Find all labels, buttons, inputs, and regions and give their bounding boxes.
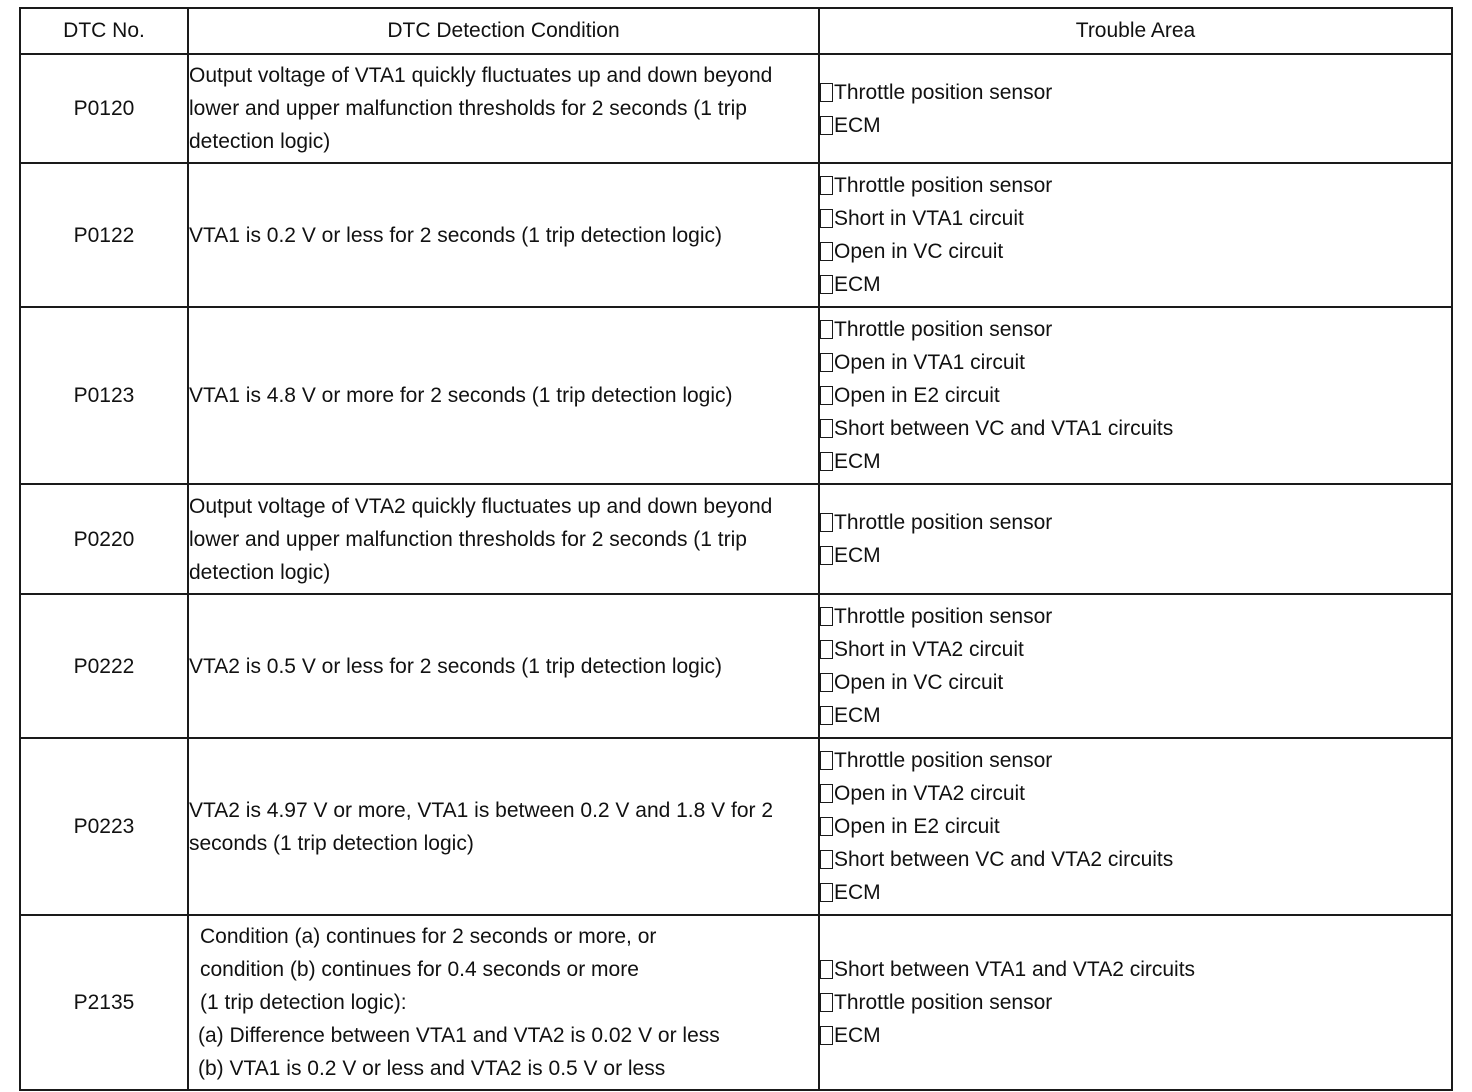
trouble-area-item: ECM <box>820 539 1451 572</box>
trouble-area-item: Throttle position sensor <box>820 313 1451 346</box>
trouble-area <box>819 484 1452 594</box>
checkbox-icon <box>820 784 833 803</box>
trouble-area-item: Open in E2 circuit <box>820 810 1451 843</box>
checkbox-icon <box>820 209 833 228</box>
checkbox-icon <box>820 640 833 659</box>
checkbox-icon <box>820 546 833 565</box>
condition-line: condition (b) continues for 0.4 seconds or more <box>200 958 639 981</box>
detection-condition <box>188 307 819 484</box>
trouble-area <box>819 54 1452 163</box>
condition-line: VTA1 is 4.8 V or more for 2 seconds (1 trip detection logic) <box>189 384 733 407</box>
trouble-area-item: Short between VC and VTA2 circuits <box>820 843 1451 876</box>
condition-line: Output voltage of VTA1 quickly fluctuates up and down beyond <box>189 64 773 87</box>
table-row <box>20 484 1452 594</box>
trouble-area-item: Open in VC circuit <box>820 666 1451 699</box>
trouble-area-item: Throttle position sensor <box>820 169 1451 202</box>
checkbox-icon <box>820 242 833 261</box>
trouble-area-item: ECM <box>820 109 1451 142</box>
trouble-area-item: Throttle position sensor <box>820 600 1451 633</box>
dtc-code: P0222 <box>20 594 188 738</box>
checkbox-icon <box>820 706 833 725</box>
condition-line: lower and upper malfunction thresholds for 2 seconds (1 trip <box>189 97 747 120</box>
trouble-area-item: Open in VTA1 circuit <box>820 346 1451 379</box>
trouble-area-item: Throttle position sensor <box>820 76 1451 109</box>
table-row <box>20 738 1452 915</box>
checkbox-icon <box>820 607 833 626</box>
checkbox-icon <box>820 883 833 902</box>
trouble-area-item: ECM <box>820 1019 1451 1052</box>
condition-line: lower and upper malfunction thresholds for 2 seconds (1 trip <box>189 527 747 551</box>
checkbox-icon <box>820 993 833 1012</box>
dtc-table <box>19 7 1453 1091</box>
condition-line: VTA1 is 0.2 V or less for 2 seconds (1 trip detection logic) <box>189 223 723 247</box>
condition-line: detection logic) <box>189 560 331 584</box>
trouble-area-item: Throttle position sensor <box>820 506 1451 539</box>
checkbox-icon <box>820 673 833 692</box>
checkbox-icon <box>820 176 833 195</box>
checkbox-icon <box>820 751 833 770</box>
checkbox-icon <box>820 452 833 471</box>
condition-line: (1 trip detection logic): <box>200 991 407 1014</box>
condition-line: (a) Difference between VTA1 and VTA2 is 0.02 V or less <box>198 1024 720 1047</box>
trouble-area-item: Short between VC and VTA1 circuits <box>820 412 1451 445</box>
condition-line: detection logic) <box>189 130 331 153</box>
trouble-area-item: ECM <box>820 876 1451 909</box>
trouble-area <box>819 738 1452 915</box>
dtc-code: P0120 <box>20 54 188 163</box>
checkbox-icon <box>820 275 833 294</box>
trouble-area-item: Short in VTA2 circuit <box>820 633 1451 666</box>
trouble-area <box>819 307 1452 484</box>
header-trouble-area: Trouble Area <box>819 8 1452 54</box>
condition-line: VTA2 is 0.5 V or less for 2 seconds (1 trip detection logic) <box>189 654 723 678</box>
detection-condition <box>188 54 819 163</box>
detection-condition <box>188 594 819 738</box>
checkbox-icon <box>820 320 833 339</box>
trouble-area-item: Short between VTA1 and VTA2 circuits <box>820 953 1451 986</box>
detection-condition <box>188 484 819 594</box>
checkbox-icon <box>820 960 833 979</box>
trouble-area-item: Throttle position sensor <box>820 744 1451 777</box>
trouble-area-item: Short in VTA1 circuit <box>820 202 1451 235</box>
trouble-area-item: Open in E2 circuit <box>820 379 1451 412</box>
table-row <box>20 594 1452 738</box>
checkbox-icon <box>820 386 833 405</box>
dtc-code: P0123 <box>20 307 188 484</box>
detection-condition <box>188 915 819 1090</box>
trouble-area <box>819 594 1452 738</box>
condition-line: (b) VTA1 is 0.2 V or less and VTA2 is 0.5 V or less <box>198 1057 666 1080</box>
checkbox-icon <box>820 419 833 438</box>
checkbox-icon <box>820 83 833 102</box>
detection-condition <box>188 163 819 307</box>
trouble-area-item: Open in VTA2 circuit <box>820 777 1451 810</box>
checkbox-icon <box>820 353 833 372</box>
trouble-area <box>819 915 1452 1090</box>
checkbox-icon <box>820 850 833 869</box>
trouble-area <box>819 163 1452 307</box>
table-row <box>20 163 1452 307</box>
header-dtc-no: DTC No. <box>20 8 188 54</box>
trouble-area-item: ECM <box>820 268 1451 301</box>
dtc-code: P0122 <box>20 163 188 307</box>
dtc-code: P2135 <box>20 915 188 1090</box>
condition-line: Condition (a) continues for 2 seconds or more, or <box>200 925 657 948</box>
detection-condition <box>188 738 819 915</box>
trouble-area-item: ECM <box>820 445 1451 478</box>
table-row <box>20 915 1452 1090</box>
table-row <box>20 307 1452 484</box>
condition-line: VTA2 is 4.97 V or more, VTA1 is between 0.2 V and 1.8 V for 2 <box>189 798 774 822</box>
checkbox-icon <box>820 817 833 836</box>
trouble-area-item: Open in VC circuit <box>820 235 1451 268</box>
header-row <box>20 8 1452 54</box>
checkbox-icon <box>820 116 833 135</box>
condition-line: seconds (1 trip detection logic) <box>189 831 474 855</box>
condition-line: Output voltage of VTA2 quickly fluctuates up and down beyond <box>189 494 773 518</box>
header-detection-condition: DTC Detection Condition <box>188 8 819 54</box>
dtc-code: P0220 <box>20 484 188 594</box>
trouble-area-item: ECM <box>820 699 1451 732</box>
table-row <box>20 54 1452 163</box>
dtc-code: P0223 <box>20 738 188 915</box>
checkbox-icon <box>820 513 833 532</box>
checkbox-icon <box>820 1026 833 1045</box>
trouble-area-item: Throttle position sensor <box>820 986 1451 1019</box>
